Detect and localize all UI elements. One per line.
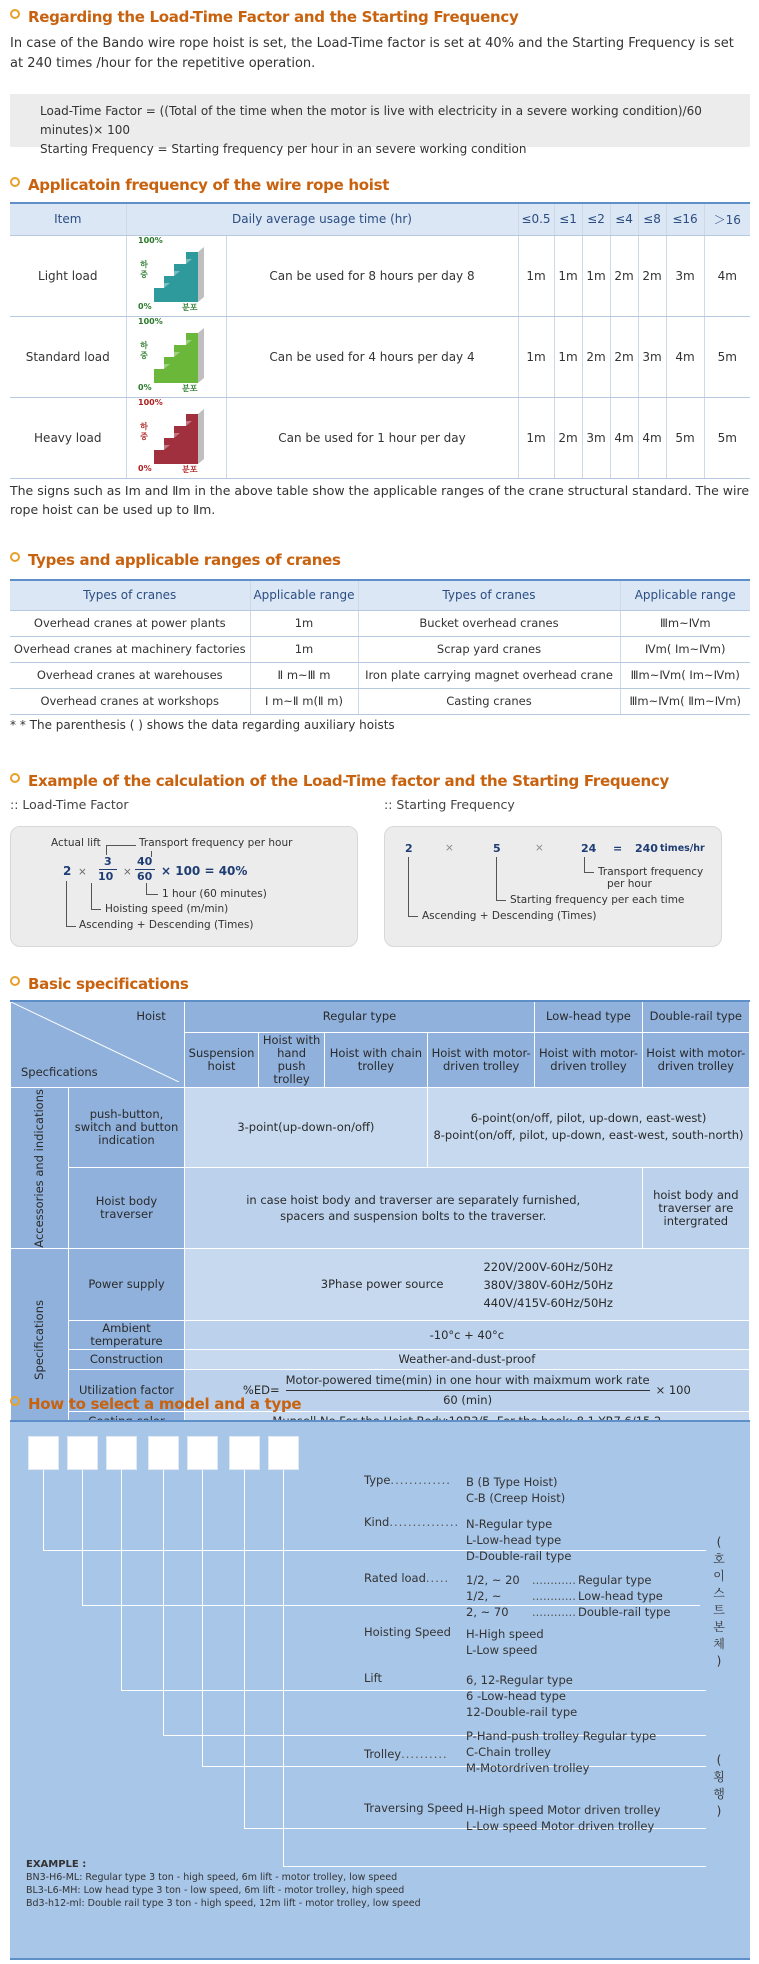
crane-row	[10, 688, 750, 714]
crane-cell: Ⅲm~Ⅳm( Ⅰm~Ⅳm)	[620, 662, 750, 688]
pushbutton-6point: 6-point(on/off, pilot, up-down, east-west)	[470, 1111, 707, 1126]
rated-right-3: Double-rail type	[578, 1605, 671, 1619]
ascending-label: Ascending + Descending (Times)	[79, 919, 254, 931]
col-motor-regular: Hoist with motor-driven trolley	[428, 1032, 535, 1087]
col-motor-double: Hoist with motor-driven trolley	[642, 1032, 749, 1087]
power-v2: 380V/380V-60Hz/50Hz	[483, 1277, 613, 1292]
crane-cell: 1m	[250, 610, 358, 636]
body-separate	[184, 1168, 642, 1249]
traversing-label	[364, 1800, 463, 1816]
lift-line-3: 12-Double-rail type	[466, 1705, 578, 1719]
bracket-sf-transport	[584, 857, 594, 873]
actual-lift-label: Actual lift	[51, 837, 101, 849]
rated-right-1: Regular type	[578, 1573, 652, 1587]
bracket-sf-ascending	[408, 857, 418, 917]
starting-frequency-label: :: Starting Frequency	[384, 797, 515, 812]
load-time-factor-label: :: Load-Time Factor	[10, 797, 129, 812]
type-label-text: Type	[364, 1473, 391, 1487]
factor-2: 2	[63, 864, 72, 878]
h-label: 분포	[182, 384, 198, 393]
crane-cell: Overhead cranes at machinery factories	[10, 636, 250, 662]
type-values	[466, 1474, 565, 1506]
korean-char: 본	[713, 1620, 725, 1634]
sf-2: 2	[405, 842, 413, 855]
freq-item: Standard load	[10, 316, 126, 397]
freq-value: 4m	[666, 316, 704, 397]
load-stair-graphic	[126, 397, 226, 478]
double-rail-type-head: Double-rail type	[642, 1001, 749, 1032]
freq-row	[10, 397, 750, 478]
sf-transport-1: Transport frequency	[598, 866, 704, 878]
model-selection-panel	[10, 1420, 750, 1960]
pct-top: 100%	[138, 398, 163, 407]
connector-1h	[43, 1550, 706, 1551]
freq-value: 2m	[638, 235, 666, 316]
heading-text: Example of the calculation of the Load-Time factor and the Starting Frequency	[28, 772, 669, 790]
circle-bullet-icon	[10, 9, 20, 19]
pushbutton-3point: 3-point(up-down-on/off)	[184, 1087, 427, 1168]
intro-paragraph: In case of the Bando wire rope hoist is set, the Load-Time factor is set at 40% and the Starting Frequency is set at 240 times /hour for the repetitive operation.	[10, 36, 734, 71]
freq-note: The signs such as Ⅰm and Ⅱm in the above table show the applicable ranges of the crane structural standard. The wire rope hoist can be used up to Ⅱm.	[10, 483, 750, 517]
type-line-1: B (B Type Hoist)	[466, 1475, 558, 1489]
example-block	[26, 1858, 421, 1910]
korean-traverse	[712, 1752, 726, 1820]
pushbutton-8point: 8-point(on/off, pilot, up-down, east-west, south-north)	[433, 1128, 744, 1143]
freq-value: 5m	[704, 397, 750, 478]
one-hour-label: 1 hour (60 minutes)	[162, 888, 267, 900]
example-title: EXAMPLE :	[26, 1859, 87, 1870]
row-construction: Construction	[69, 1350, 185, 1370]
freq-row	[10, 235, 750, 316]
util-denominator: 60 (min)	[443, 1393, 493, 1408]
stair-chart	[134, 236, 218, 312]
crane-note: * * The parenthesis ( ) shows the data regarding auxiliary hoists	[10, 718, 395, 732]
times-sign: ×	[78, 866, 87, 878]
sf-starting-label: Starting frequency per each time	[510, 894, 685, 906]
heading-text: How to select a model and a type	[28, 1395, 302, 1413]
sf-24: 24	[581, 842, 597, 855]
body-text-2: spacers and suspension bolts to the traverser.	[280, 1208, 547, 1223]
korean-char: (	[716, 1753, 722, 1767]
crane-cell: Bucket overhead cranes	[358, 610, 620, 636]
load-stair-graphic	[126, 316, 226, 397]
crane-cell: Casting cranes	[358, 688, 620, 714]
times-sign-2: ×	[123, 866, 132, 878]
connector-3v	[121, 1470, 122, 1690]
frac1-den: 10	[98, 870, 114, 883]
group-specifications-text: Specifications	[32, 1300, 47, 1380]
freq-value: 2m	[610, 235, 638, 316]
h-label: 분포	[182, 303, 198, 312]
bracket-one-hour	[146, 883, 158, 895]
trolley-label-text: Trolley	[364, 1747, 402, 1761]
section-heading-example	[10, 772, 669, 790]
freq-value: 3m	[666, 235, 704, 316]
freq-value: 1m	[554, 316, 582, 397]
korean-char: 체	[713, 1637, 725, 1651]
korean-char: 스	[713, 1586, 725, 1600]
freq-value: 1m	[518, 235, 554, 316]
sf-times-1: ×	[445, 842, 454, 854]
kind-line-2: L-Low-head type	[466, 1533, 562, 1547]
pct-top: 100%	[138, 317, 163, 326]
freq-value: 1m	[554, 235, 582, 316]
row-utilization: Utilization factor	[69, 1370, 185, 1412]
rated-label-text: Rated load	[364, 1571, 426, 1585]
sf-unit: times/hr	[660, 843, 705, 854]
circle-bullet-icon	[10, 177, 20, 187]
korean-hoist-body	[712, 1534, 726, 1670]
freq-value: 1m	[518, 316, 554, 397]
connector-7v	[283, 1470, 284, 1866]
load-time-calc-box	[10, 826, 358, 947]
sf-transport-2: per hour	[607, 878, 652, 890]
code-box-2	[67, 1436, 98, 1470]
type-line-2: C-B (Creep Hoist)	[466, 1491, 566, 1505]
col-chain: Hoist with chain trolley	[324, 1032, 427, 1087]
hoisting-label	[364, 1624, 451, 1640]
stair-chart	[134, 398, 218, 474]
power-v1: 220V/200V-60Hz/50Hz	[483, 1259, 613, 1274]
freq-value: 2m	[610, 316, 638, 397]
kind-line-3: D-Double-rail type	[466, 1549, 572, 1563]
crane-row	[10, 636, 750, 662]
code-box-5	[187, 1436, 218, 1470]
stair-chart	[134, 317, 218, 393]
kind-label-text: Kind	[364, 1515, 390, 1529]
sf-5: 5	[493, 842, 501, 855]
freq-value: 4m	[610, 397, 638, 478]
crane-header-3: Applicable range	[620, 580, 750, 610]
traversing-line-2: L-Low speed Motor driven trolley	[466, 1819, 655, 1833]
freq-value: 2m	[554, 397, 582, 478]
corner-specifications: Specfications	[21, 1064, 98, 1079]
traversing-line-1: H-High speed Motor driven trolley	[466, 1803, 661, 1817]
row-hoist-body: Hoist body traverser	[69, 1168, 185, 1249]
freq-value: 3m	[582, 397, 610, 478]
korean-char: 행	[713, 1787, 725, 1801]
freq-row	[10, 316, 750, 397]
heading-text: Basic specifications	[28, 975, 189, 993]
freq-value: 1m	[518, 397, 554, 478]
crane-cell: Ⅲm~Ⅳm	[620, 610, 750, 636]
korean-char: 트	[713, 1603, 725, 1617]
kind-values	[466, 1516, 571, 1564]
korean-char: (	[716, 1535, 722, 1549]
code-box-3	[106, 1436, 137, 1470]
heading-text: Types and applicable ranges of cranes	[28, 551, 341, 569]
freq-header-5: ≤4	[610, 203, 638, 235]
section-heading-model	[10, 1395, 301, 1413]
frac1-num: 3	[104, 855, 112, 868]
traversing-label-text: Traversing Speed	[364, 1801, 464, 1815]
hoisting-line-2: L-Low speed	[466, 1643, 538, 1657]
v-label: 하중	[140, 422, 148, 441]
power-3phase: 3Phase power source	[320, 1277, 444, 1292]
freq-value: 2m	[582, 316, 610, 397]
hoisting-label-text: Hoisting Speed	[364, 1625, 451, 1639]
h-label: 분포	[182, 465, 198, 474]
group-accessories	[11, 1087, 69, 1249]
section-heading-cranes	[10, 551, 341, 569]
col-hand-push: Hoist with hand push trolley	[259, 1032, 324, 1087]
freq-value: 5m	[666, 397, 704, 478]
korean-char: 이	[713, 1569, 725, 1583]
code-box-7	[268, 1436, 299, 1470]
trolley-line-3: M-Motordriven trolley	[466, 1761, 590, 1775]
body-integrated: hoist body and traverser are intergrated	[642, 1168, 749, 1249]
circle-bullet-icon	[10, 976, 20, 986]
lift-line-1: 6, 12-Regular type	[466, 1673, 573, 1687]
pushbutton-6-8point	[428, 1087, 750, 1168]
load-stair-graphic	[126, 235, 226, 316]
v-label: 하중	[140, 341, 148, 360]
frac2-num: 40	[137, 855, 153, 868]
pct-bottom: 0%	[138, 464, 152, 473]
crane-cell: Overhead cranes at warehouses	[10, 662, 250, 688]
crane-header-0: Types of cranes	[10, 580, 250, 610]
formula-line-load-time: Load-Time Factor = ((Total of the time when the motor is live with electricity in a severe working condition)/60 minutes)× 100	[40, 104, 702, 137]
crane-cell: 1m	[250, 636, 358, 662]
low-head-type-head: Low-head type	[535, 1001, 642, 1032]
trolley-values	[466, 1728, 656, 1776]
ambient-cell: -10°c + 40°c	[184, 1321, 749, 1350]
circle-bullet-icon	[10, 773, 20, 783]
freq-header-6: ≤8	[638, 203, 666, 235]
freq-desc: Can be used for 8 hours per day 8	[226, 235, 518, 316]
connector-1v	[43, 1470, 44, 1550]
example-line-2: BL3-L6-MH: Low head type 3 ton - low speed, 6m lift - motor trolley, high speed	[26, 1885, 405, 1896]
lift-label-text: Lift	[364, 1671, 382, 1685]
freq-header-8: ＞16	[704, 203, 750, 235]
col-suspension: Suspension hoist	[184, 1032, 259, 1087]
example-line-3: Bd3-h12-ml: Double rail type 3 ton - high speed, 12m lift - motor trolley, low speed	[26, 1898, 421, 1909]
basic-spec-table	[10, 1000, 750, 1433]
korean-char: )	[716, 1804, 722, 1818]
bracket-ascending	[66, 881, 76, 927]
power-v3: 440V/415V-60Hz/50Hz	[483, 1295, 613, 1310]
freq-value: 4m	[704, 235, 750, 316]
times-100-result: × 100 = 40%	[161, 864, 248, 878]
rated-dots: ............ ............ ............	[532, 1573, 576, 1619]
rated-left-values	[466, 1572, 520, 1620]
korean-char: )	[716, 1654, 722, 1668]
regular-type-head: Regular type	[184, 1001, 535, 1032]
korean-char: 호	[713, 1552, 725, 1566]
kind-line-1: N-Regular type	[466, 1517, 553, 1531]
korean-char: 횡	[713, 1770, 725, 1784]
crane-cell: Overhead cranes at power plants	[10, 610, 250, 636]
section-heading-specs	[10, 975, 189, 993]
freq-value: 3m	[638, 316, 666, 397]
util-x100: × 100	[655, 1383, 691, 1398]
trolley-line-1: P-Hand-push trolley Regular type	[466, 1729, 657, 1743]
traversing-values	[466, 1802, 661, 1834]
sf-result: 240	[635, 842, 658, 855]
freq-desc: Can be used for 4 hours per day 4	[226, 316, 518, 397]
crane-types-table	[10, 579, 750, 715]
lift-line-2: 6 -Low-head type	[466, 1689, 566, 1703]
section-heading-load-time	[10, 8, 519, 26]
rated-right-2: Low-head type	[578, 1589, 663, 1603]
rated-right-values	[578, 1572, 670, 1620]
corner-hoist: Hoist	[136, 1009, 166, 1023]
power-supply-cell	[184, 1249, 749, 1321]
rated-label: Rated load.....	[364, 1571, 450, 1585]
circle-bullet-icon	[10, 1396, 20, 1406]
crane-cell: Iron plate carrying magnet overhead crane	[358, 662, 620, 688]
crane-cell: Ⅰ m~Ⅱ m(Ⅱ m)	[250, 688, 358, 714]
crane-row	[10, 610, 750, 636]
spec-corner-cell	[11, 1001, 185, 1087]
hoisting-values	[466, 1626, 544, 1658]
code-box-1	[28, 1436, 59, 1470]
row-power-supply: Power supply	[69, 1249, 185, 1321]
freq-item: Heavy load	[10, 397, 126, 478]
lift-label	[364, 1670, 382, 1686]
section-heading-application	[10, 176, 389, 194]
freq-header-1: Daily average usage time (hr)	[126, 203, 518, 235]
connector-6v	[244, 1470, 245, 1828]
heading-text: Regarding the Load-Time Factor and the Starting Frequency	[28, 8, 519, 26]
group-accessories-text: Accessories and indications	[32, 1088, 47, 1248]
freq-header-7: ≤16	[666, 203, 704, 235]
connector-2v	[82, 1470, 83, 1605]
pct-bottom: 0%	[138, 383, 152, 392]
formula-box	[10, 94, 750, 156]
pct-bottom: 0%	[138, 302, 152, 311]
rated-left-1: 1/2, ~ 20	[466, 1573, 520, 1587]
freq-header-4: ≤2	[582, 203, 610, 235]
starting-freq-calc-box	[384, 826, 722, 947]
util-ed: %ED=	[242, 1383, 280, 1398]
hoisting-line-1: H-High speed	[466, 1627, 544, 1641]
freq-header-2: ≤0.5	[518, 203, 554, 235]
crane-header-2: Types of cranes	[358, 580, 620, 610]
row-pushbutton: push-button, switch and button indication	[69, 1087, 185, 1168]
connector-3h	[121, 1690, 706, 1691]
code-box-4	[148, 1436, 179, 1470]
crane-row	[10, 662, 750, 688]
application-frequency-table	[10, 202, 750, 479]
col-motor-lowhead: Hoist with motor-driven trolley	[535, 1032, 642, 1087]
rated-left-2: 1/2, ~	[466, 1589, 502, 1603]
util-numerator: Motor-powered time(min) in one hour with maixmum work rate	[286, 1374, 650, 1391]
crane-cell: Overhead cranes at workshops	[10, 688, 250, 714]
hoisting-speed-label: Hoisting speed (m/min)	[105, 903, 229, 915]
freq-item: Light load	[10, 235, 126, 316]
crane-cell: Ⅱ m~Ⅲ m	[250, 662, 358, 688]
body-text-1: in case hoist body and traverser are separately furnished,	[246, 1192, 581, 1207]
construction-cell: Weather-and-dust-proof	[184, 1350, 749, 1370]
kind-label: Kind...............	[364, 1515, 460, 1529]
freq-value: 4m	[638, 397, 666, 478]
crane-cell: Ⅳm( Ⅰm~Ⅳm)	[620, 636, 750, 662]
crane-cell: Ⅲm~Ⅳm( Ⅱm~Ⅳm)	[620, 688, 750, 714]
row-ambient: Ambient temperature	[69, 1321, 185, 1350]
connector-5v	[202, 1470, 203, 1766]
freq-value: 5m	[704, 316, 750, 397]
transport-freq-label: Transport frequency per hour	[139, 837, 293, 849]
v-label: 하중	[140, 260, 148, 279]
freq-header-3: ≤1	[554, 203, 582, 235]
type-label: Type.............	[364, 1473, 451, 1487]
bracket-actual	[106, 845, 136, 846]
trolley-label: Trolley..........	[364, 1747, 448, 1761]
freq-value: 1m	[582, 235, 610, 316]
bracket-hoisting	[91, 883, 101, 910]
bracket-sf-starting	[496, 857, 506, 901]
trolley-line-2: C-Chain trolley	[466, 1745, 551, 1759]
lift-values	[466, 1672, 577, 1720]
circle-bullet-icon	[10, 552, 20, 562]
sf-equals: =	[613, 842, 623, 855]
freq-header-0: Item	[10, 203, 126, 235]
example-line-1: BN3-H6-ML: Regular type 3 ton - high speed, 6m lift - motor trolley, low speed	[26, 1872, 398, 1883]
sf-ascending-label: Ascending + Descending (Times)	[422, 910, 597, 922]
sf-times-2: ×	[535, 842, 544, 854]
crane-header-1: Applicable range	[250, 580, 358, 610]
crane-cell: Scrap yard cranes	[358, 636, 620, 662]
frac2-den: 60	[137, 870, 153, 883]
rated-left-3: 2, ~ 70	[466, 1605, 509, 1619]
freq-desc: Can be used for 1 hour per day	[226, 397, 518, 478]
connector-4v	[163, 1470, 164, 1735]
code-box-6	[229, 1436, 260, 1470]
formula-line-starting: Starting Frequency = Starting frequency per hour in an severe working condition	[40, 142, 527, 156]
heading-text: Applicatoin frequency of the wire rope hoist	[28, 176, 390, 194]
pct-top: 100%	[138, 236, 163, 245]
bracket-actual-v	[106, 845, 107, 855]
